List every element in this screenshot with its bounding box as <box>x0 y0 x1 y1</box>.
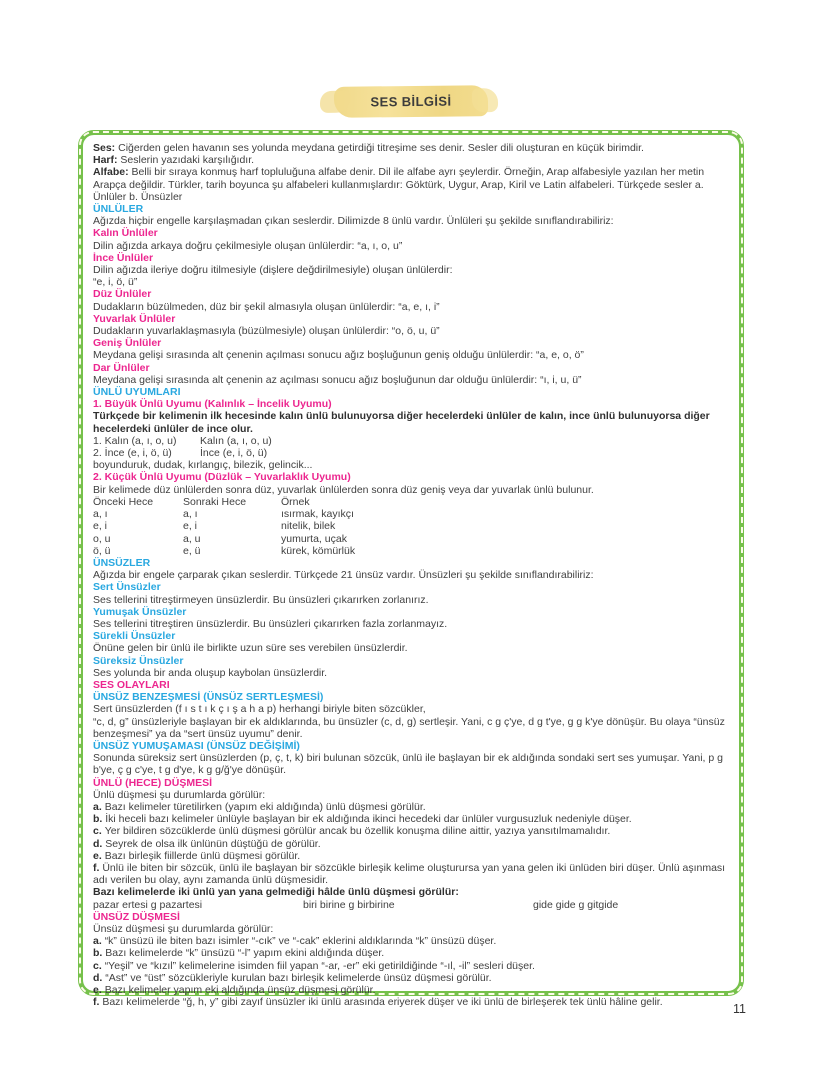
section-heading: 1. Büyük Ünlü Uyumu (Kalınlık – İncelik Uyumu) <box>93 398 332 411</box>
content-frame <box>78 130 744 1009</box>
table-row <box>93 496 730 508</box>
list-item: c. Yer bildiren sözcüklerde ünlü düşmesi görülür ancak bu özellik konuşma diline aittir, yazıya yansıtılmamalıdır. <box>93 825 611 838</box>
table-cell: gide gide g gitgide <box>533 898 619 911</box>
paragraph: Önüne gelen bir ünlü ile birlikte uzun süre ses verebilen ünsüzlerdir. <box>93 642 408 655</box>
table-cell: Kalın (a, ı, o, u) <box>200 434 272 447</box>
section-heading: ÜNSÜZ BENZEŞMESİ (ÜNSÜZ SERTLEŞMESİ) <box>93 691 324 704</box>
paragraph: “e, i, ö, ü” <box>93 276 138 289</box>
list-item: a. “k” ünsüzü ile biten bazı isimler “-cık” ve “-cak” eklerini aldıklarında “k” ünsüzü düşer. <box>93 935 497 948</box>
table-cell: a, ı <box>93 508 108 521</box>
table-cell: Örnek <box>281 495 310 508</box>
section-heading: Kalın Ünlüler <box>93 227 158 240</box>
table-row <box>93 508 730 520</box>
paragraph: Dudakların yuvarlaklaşmasıyla (büzülmesiyle) oluşan ünlülerdir: “o, ö, u, ü” <box>93 325 440 338</box>
section-heading: Dar Ünlüler <box>93 361 150 374</box>
paragraph: boyunduruk, dudak, kırlangıç, bilezik, gelincik... <box>93 459 313 472</box>
table-cell: a, ı <box>183 508 198 521</box>
paragraph: Meydana gelişi sırasında alt çenenin az açılması sonucu ağız boşluğunun dar olduğu ünlülerdir: “ı, i, u, ü” <box>93 373 582 386</box>
paragraph: Ağızda bir engele çarparak çıkan seslerdir. Türkçede 21 ünsüz vardır. Ünsüzleri şu şekilde sınıflandırabiliriz: <box>93 569 594 582</box>
list-item: a. Bazı kelimeler türetilirken (yapım eki aldığında) ünlü düşmesi görülür. <box>93 800 426 813</box>
chapter-title-badge <box>334 85 488 118</box>
paragraph: Dilin ağızda ileriye doğru itilmesiyle (dişlere değdirilmesiyle) oluşan ünlülerdir: <box>93 264 453 277</box>
table-row <box>93 435 730 447</box>
list-item: d. Seyrek de olsa ilk ünlünün düştüğü de görülür. <box>93 837 321 850</box>
list-item-lead: b. <box>93 947 106 960</box>
list-item: e. Bazı birleşik fiillerde ünlü düşmesi görülür. <box>93 849 301 862</box>
table-cell: Önceki Hece <box>93 495 154 508</box>
term-label: Harf: <box>93 154 121 167</box>
list-item-lead: f. <box>93 996 103 1009</box>
table-cell: İnce (e, i, ö, ü) <box>200 447 268 460</box>
definition-paragraph: Harf: Seslerin yazıdaki karşılığıdır. <box>93 154 255 167</box>
term-label: Ses: <box>93 142 119 154</box>
term-label: Alfabe: <box>93 166 132 179</box>
paragraph: Ses tellerini titreştiren ünsüzlerdir. Bu ünsüzleri çıkarırken fazla zorlanmayız. <box>93 617 448 630</box>
table-row <box>93 545 730 557</box>
content <box>83 135 739 1009</box>
section-heading: ÜNSÜZ DÜŞMESİ <box>93 910 180 923</box>
paragraph: Bazı kelimelerde iki ünlü yan yana gelmediği hâlde ünlü düşmesi görülür: <box>93 886 459 899</box>
list-item: b. İki heceli bazı kelimeler ünlüyle başlayan bir ek aldığında ikinci hecedeki dar ünlüler vurgusuzluk nedeniyle düşer. <box>93 813 632 826</box>
section-heading: 2. Küçük Ünlü Uyumu (Düzlük – Yuvarlaklık Uyumu) <box>93 471 351 484</box>
list-item-lead: b. <box>93 813 106 826</box>
list-item: c. “Yeşil” ve “kızıl” kelimelerine isimden fiil yapan “-ar, -er” eki getirildiğinde “-ıl, -il” sesleri düşer. <box>93 959 535 972</box>
paragraph: Ünlü düşmesi şu durumlarda görülür: <box>93 788 266 801</box>
section-heading: Yuvarlak Ünlüler <box>93 312 176 325</box>
list-item-lead: f. <box>93 861 103 874</box>
table-cell: nitelik, bilek <box>281 520 336 533</box>
section-heading: Düz Ünlüler <box>93 288 152 301</box>
list-item-lead: c. <box>93 959 105 972</box>
table-cell: Sonraki Hece <box>183 495 247 508</box>
paragraph: Dilin ağızda arkaya doğru çekilmesiyle oluşan ünlülerdir: “a, ı, o, u” <box>93 239 403 252</box>
paragraph: “c, d, g” ünsüzleriyle başlayan bir ek aldıklarında, bu ünsüzler (c, d, g) sertleşir. Yani, c g ç'ye, d g t'ye, g g k'ye dönüşür. Bu olaya “ünsüz benzeşmesi” ya da “sert ünsüz uyumu” denir. <box>93 715 725 740</box>
paragraph: Sonunda süreksiz sert ünsüzlerden (p, ç, t, k) biri bulunan sözcük, ünlü ile başlayan bir ek aldığında sondaki sert ses yumuşar. Yani, p g b'ye, ç g c'ye, t g d'ye, k g g/ğ'ye dönüşür. <box>93 752 723 777</box>
list-item-lead: e. <box>93 849 105 862</box>
paragraph: Türkçede bir kelimenin ilk hecesinde kalın ünlü bulunuyorsa diğer hecelerdeki ünlüler de kalın, ince ünlü bulunuyorsa diğer hecelerdeki ünlüler de ince olur. <box>93 410 710 435</box>
section-heading: İnce Ünlüler <box>93 251 154 264</box>
section-heading: Yumuşak Ünsüzler <box>93 605 187 618</box>
section-heading: SES OLAYLARI <box>93 678 170 691</box>
section-heading: ÜNLÜLER <box>93 203 144 216</box>
list-item-lead: e. <box>93 984 105 997</box>
table-row <box>93 533 730 545</box>
table-cell: o, u <box>93 532 111 545</box>
table-cell: yumurta, uçak <box>281 532 347 545</box>
section-heading: Sert Ünsüzler <box>93 581 161 594</box>
section-heading: ÜNLÜ UYUMLARI <box>93 386 181 399</box>
table-cell: ısırmak, kayıkçı <box>281 508 354 521</box>
table-cell: pazar ertesi g pazartesi <box>93 898 203 911</box>
table-row <box>93 447 730 459</box>
table-cell: e, i <box>93 520 108 533</box>
section-heading: ÜNLÜ (HECE) DÜŞMESİ <box>93 776 213 789</box>
paragraph: Ses yolunda bir anda oluşup kaybolan ünsüzlerdir. <box>93 666 328 679</box>
list-item-lead: a. <box>93 935 105 948</box>
paragraph: Dudakların büzülmeden, düz bir şekil almasıyla oluşan ünlülerdir: “a, e, ı, i” <box>93 300 440 313</box>
section-heading: Sürekli Ünsüzler <box>93 630 176 643</box>
paragraph: Ağızda hiçbir engelle karşılaşmadan çıkan seslerdir. Dilimizde 8 ünlü vardır. Ünlüleri şu şekilde sınıflandırabiliriz: <box>93 215 614 228</box>
list-item-lead: a. <box>93 800 105 813</box>
list-item: d. “Ast” ve “üst” sözcükleriyle kurulan bazı birleşik kelimelerde ünsüz düşmesi görülür. <box>93 971 492 984</box>
table-cell: a, u <box>183 532 201 545</box>
list-item: e. Bazı kelimeler yapım eki aldığında ünsüz düşmesi görülür. <box>93 984 376 997</box>
list-item: f. Ünlü ile biten bir sözcük, ünlü ile başlayan bir sözcükle birleşik kelime oluşturursa yan yana gelen iki ünlüden biri düşer. Ünlü aşınması adı verilen bu olay, aynı zamanda ünlü düşmesidir. <box>93 861 726 887</box>
table-cell: 2. İnce (e, i, ö, ü) <box>93 447 172 460</box>
list-item-lead: d. <box>93 971 106 984</box>
section-heading: ÜNSÜZ YUMUŞAMASI (ÜNSÜZ DEĞİŞİMİ) <box>93 739 300 752</box>
list-item: b. Bazı kelimelerde “k” ünsüzü “-l” yapım ekini aldığında düşer. <box>93 947 385 960</box>
section-heading: Süreksiz Ünsüzler <box>93 654 184 667</box>
paragraph: Ses tellerini titreştirmeyen ünsüzlerdir. Bu ünsüzleri çıkarırken zorlanırız. <box>93 593 429 606</box>
definition-paragraph: Ses: Ciğerden gelen havanın ses yolunda meydana getirdiği titreşime ses denir. Sesler dili oluşturan en küçük birimdir. <box>93 142 644 154</box>
list-item: f. Bazı kelimelerde “ğ, h, y” gibi zayıf ünsüzler iki ünlü arasında eriyerek düşer ve iki ünlü de birleşerek tek ünlü hâline gelir. <box>93 996 663 1009</box>
table-row <box>93 520 730 532</box>
page-number: 11 <box>733 1002 746 1016</box>
paragraph: Bir kelimede düz ünlülerden sonra düz, yuvarlak ünlülerden sonra düz geniş veya dar yuvarlak ünlü bulunur. <box>93 483 594 496</box>
section-heading: ÜNSÜZLER <box>93 556 151 569</box>
paragraph: Sert ünsüzlerden (f ı s t ı k ç ı ş a h a p) herhangi biriyle biten sözcükler, <box>93 703 426 716</box>
table-cell: biri birine g birbirine <box>303 898 395 911</box>
list-item-lead: c. <box>93 825 105 838</box>
list-item-lead: d. <box>93 837 106 850</box>
section-heading: Geniş Ünlüler <box>93 337 162 350</box>
definition-paragraph: Alfabe: Belli bir sıraya konmuş harf topluluğuna alfabe denir. Dil ile alfabe ayrı şeylerdir. Örneğin, Arap alfabesiyle yazılan her metin Arapça değildir. Türkler, tarih boyunca şu alfabeleri kullanmışlardır: Göktürk, Uygur, Arap, Kiril ve Latin alfabeleri. Türkçede sesler a. Ünlüler b. Ünsüzler <box>93 166 705 203</box>
paragraph: Ünsüz düşmesi şu durumlarda görülür: <box>93 923 274 935</box>
table-cell: ö, ü <box>93 544 111 557</box>
table-cell: kürek, kömürlük <box>281 544 356 557</box>
paragraph: Meydana gelişi sırasında alt çenenin açılması sonucu ağız boşluğunun geniş olduğu ünlülerdir: “a, e, o, ö” <box>93 349 584 362</box>
chapter-title: SES BİLGİSİ <box>370 93 452 110</box>
table-cell: e, ü <box>183 544 201 557</box>
table-row <box>93 899 730 911</box>
table-cell: e, i <box>183 520 198 533</box>
table-cell: 1. Kalın (a, ı, o, u) <box>93 434 177 447</box>
